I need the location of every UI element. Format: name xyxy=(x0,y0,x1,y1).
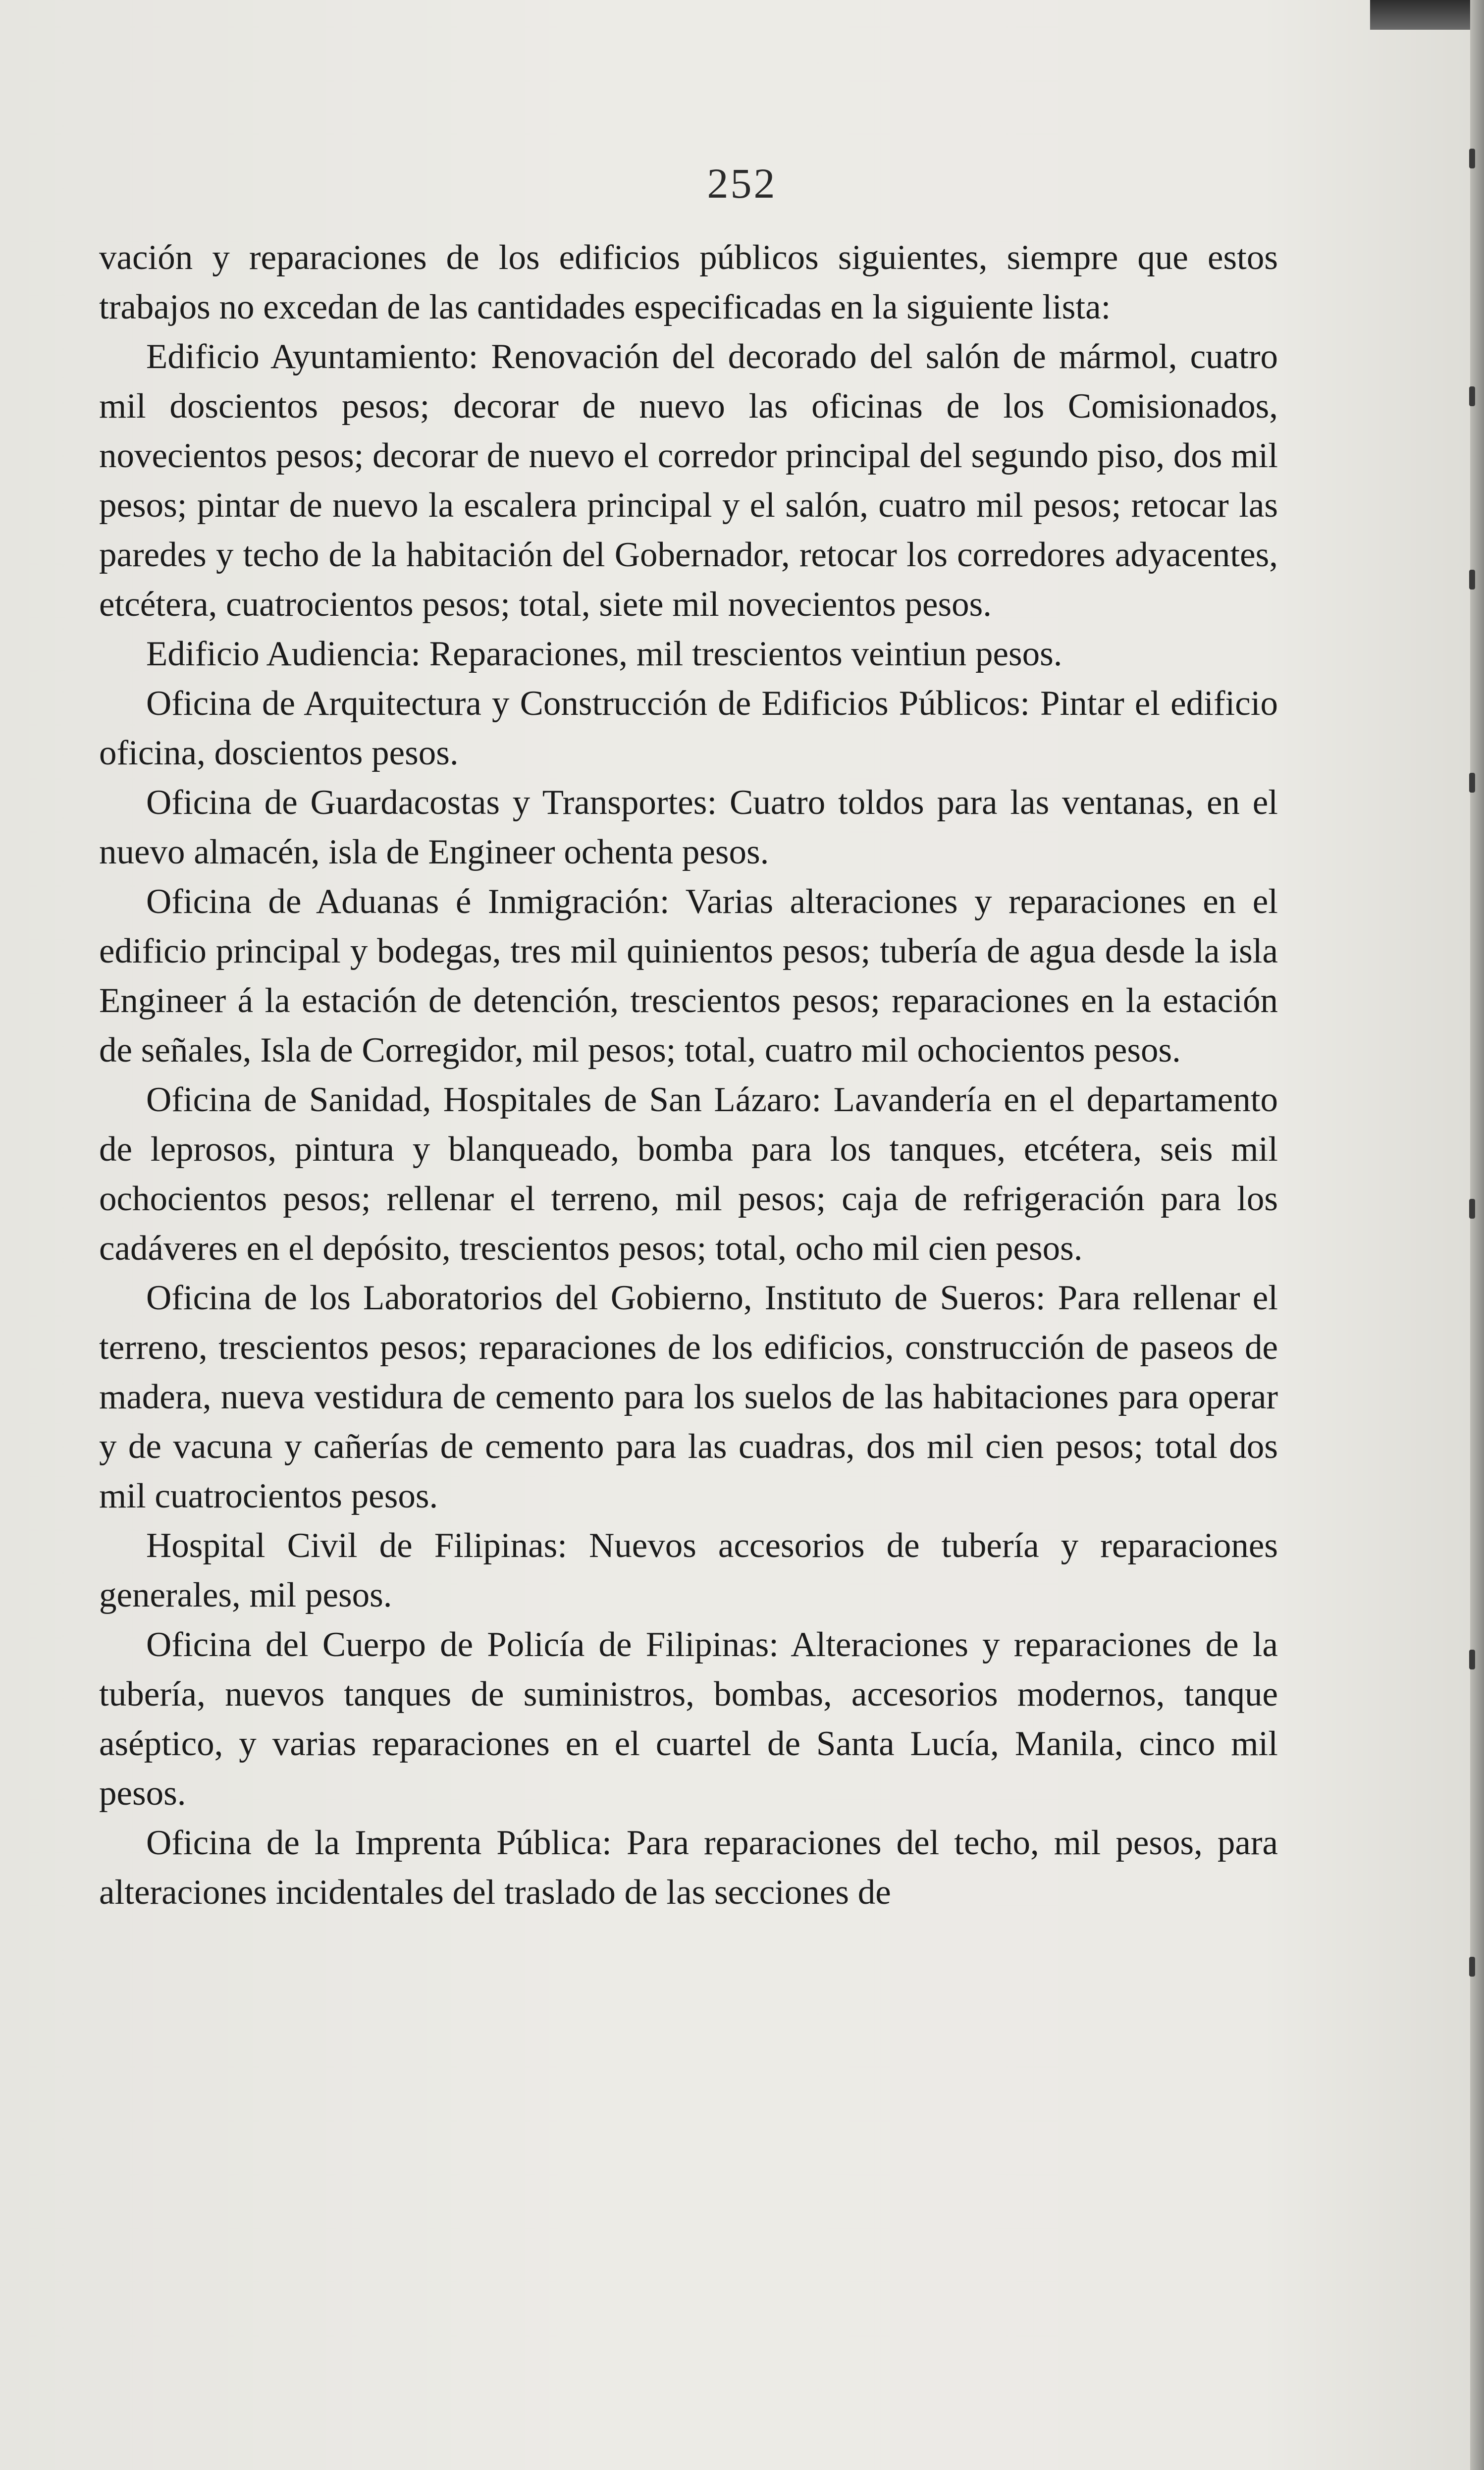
scan-border-top xyxy=(1370,0,1484,30)
body-text xyxy=(99,233,1278,1917)
margin-mark xyxy=(1469,1650,1475,1669)
margin-mark xyxy=(1469,570,1475,590)
paragraph: Oficina de los Laboratorios del Gobierno, Instituto de Sueros: Para rellenar el terreno, trescientos pesos; reparaciones de los edificios, construcción de paseos de madera, nueva vestidura de cemento para los suelos de las habitaciones para operar y de vacuna y cañerías de cemento para las cuadras, dos mil cien pesos; total dos mil cuatrocientos pesos. xyxy=(99,1279,1278,1515)
paragraph: Oficina de Aduanas é Inmigración: Varias alteraciones y reparaciones en el edificio principal y bodegas, tres mil quinientos pesos; tubería de agua desde la isla Engineer á la estación de detención, trescientos pesos; reparaciones en la estación de señales, Isla de Corregidor, mil pesos; total, cuatro mil ochocientos pesos. xyxy=(99,882,1278,1070)
paragraph: Oficina de Sanidad, Hospitales de San Lázaro: Lavandería en el departamento de leprosos, pintura y blanqueado, bomba para los tanques, etcétera, seis mil ochocientos pesos; rellenar el terreno, mil pesos; caja de refrigeración para los cadáveres en el depósito, trescientos pesos; total, ocho mil cien pesos. xyxy=(99,1080,1278,1268)
margin-mark xyxy=(1469,773,1475,793)
paragraph: Edificio Ayuntamiento: Renovación del decorado del salón de mármol, cuatro mil doscientos pesos; decorar de nuevo las oficinas de los Comisionados, novecientos pesos; decorar de nuevo el corredor principal del segundo piso, dos mil pesos; pintar de nuevo la escalera principal y el salón, cuatro mil pesos; retocar las paredes y techo de la habitación del Gobernador, retocar los corredores adyacentes, etcétera, cuatrocientos pesos; total, siete mil novecientos pesos. xyxy=(99,337,1278,624)
page-number: 252 xyxy=(707,160,777,207)
paragraph: Oficina de Guardacostas y Transportes: Cuatro toldos para las ventanas, en el nuevo almacén, isla de Engineer ochenta pesos. xyxy=(99,783,1278,871)
margin-mark xyxy=(1469,1199,1475,1219)
paragraph: Edificio Audiencia: Reparaciones, mil trescientos veintiun pesos. xyxy=(146,635,1062,673)
paragraph: Oficina de la Imprenta Pública: Para reparaciones del techo, mil pesos, para alteraciones incidentales del traslado de las secciones de xyxy=(99,1824,1278,1912)
margin-mark xyxy=(1469,386,1475,406)
margin-mark xyxy=(1469,1957,1475,1977)
paragraph: Oficina del Cuerpo de Policía de Filipinas: Alteraciones y reparaciones de la tubería, nuevos tanques de suministros, bombas, accesorios modernos, tanque aséptico, y varias reparaciones en el cuartel de Santa Lucía, Manila, cinco mil pesos. xyxy=(99,1625,1278,1813)
paragraph: Oficina de Arquitectura y Construcción de Edificios Públicos: Pintar el edificio oficina, doscientos pesos. xyxy=(99,684,1278,772)
scan-border-right xyxy=(1470,0,1484,2470)
paragraph: Hospital Civil de Filipinas: Nuevos accesorios de tubería y reparaciones generales, mil pesos. xyxy=(99,1526,1278,1614)
paragraph: vación y reparaciones de los edificios públicos siguientes, siempre que estos trabajos no excedan de las cantidades especificadas en la siguiente lista: xyxy=(99,238,1278,326)
